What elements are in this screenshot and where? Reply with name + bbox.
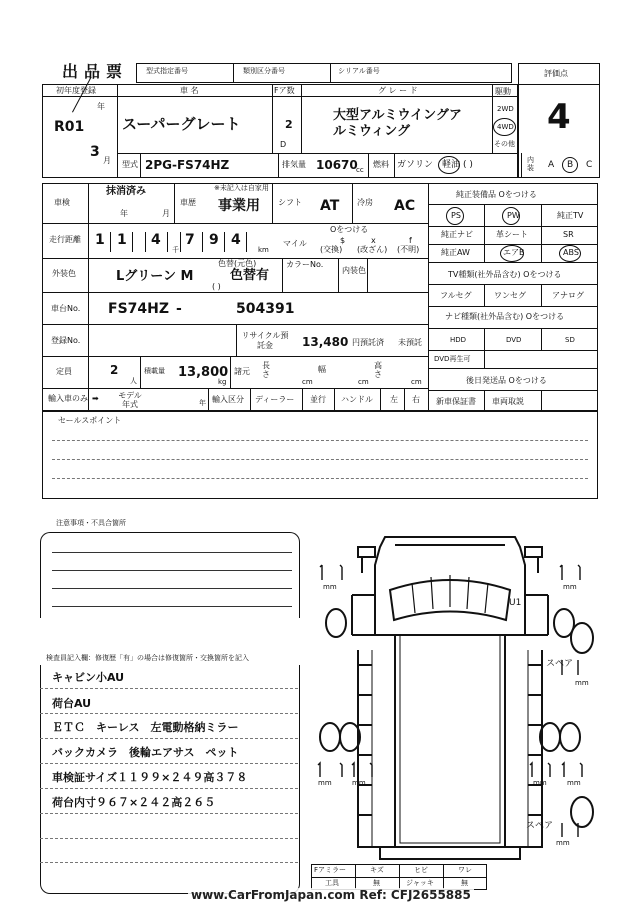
equip-navi: 純正ナビ	[441, 230, 473, 239]
import-label: 輸入車のみ	[48, 394, 88, 403]
legend-r2c1: 工具	[325, 879, 339, 887]
tv-fullseg: フルセグ	[440, 291, 472, 300]
history-label: 車歴	[180, 198, 196, 207]
import-arrow: ➡	[92, 394, 99, 403]
vehicle-name: スーパーグレート	[122, 115, 241, 133]
mileage-km: km	[258, 246, 269, 254]
drive-2wd: 2WD	[497, 105, 514, 113]
interior-c: C	[586, 160, 593, 170]
mileage-digit-3: 4	[151, 232, 161, 248]
diagram-u1: U1	[509, 598, 522, 608]
mm-6: mm	[533, 779, 547, 787]
later-title: 後日発送品 Oをつける	[466, 376, 547, 385]
recycle-label: リサイクル預託金	[241, 331, 289, 350]
inspection-status: 抹消済み	[106, 186, 146, 197]
displacement-value: 10670	[316, 158, 358, 172]
score-value: 4	[547, 97, 571, 137]
name-label: 車 名	[180, 86, 199, 95]
legend-r1c4: ワレ	[458, 866, 472, 874]
displacement-label: 排気量	[282, 160, 306, 169]
ac-label: 冷房	[357, 198, 373, 207]
inspector-note: 検査員記入欄：修復歴「有」の場合は修復箇所・交換箇所を記入	[46, 654, 249, 662]
seats-label: 定員	[56, 367, 72, 376]
mm-4: mm	[318, 779, 332, 787]
repaint-value: 色替有	[230, 268, 270, 283]
spare-wheel-1	[571, 623, 593, 653]
model-label: 型式	[122, 160, 138, 169]
fuel-gas: ガソリン	[397, 160, 434, 170]
doors-value: 2	[285, 118, 293, 131]
drive-other: その他	[494, 140, 515, 148]
note-line-6: 荷台内寸９６７×２４２高２６５	[52, 796, 216, 809]
legend-r2c2: 無	[373, 879, 380, 887]
mm-8: mm	[556, 839, 570, 847]
exterior-value: Lグリーン M	[116, 269, 194, 284]
equip-leather: 革シート	[496, 230, 528, 239]
seats-value: 2	[110, 363, 119, 377]
score-label: 評価点	[544, 69, 568, 78]
note-line-4: バックカメラ 後輪エアサス ペット	[52, 746, 239, 759]
inspection-label: 車検	[54, 198, 70, 207]
fuel-paren: ( )	[463, 160, 473, 170]
note-line-1: キャビン小AU	[52, 671, 125, 684]
sales-point-box	[42, 411, 598, 499]
equip-ps-circle	[446, 207, 464, 225]
legend-r1c2: キズ	[370, 866, 384, 874]
equip-aw: 純正AW	[441, 248, 470, 257]
handle-left: 左	[390, 395, 398, 404]
mileage-opt2: (改ざん)	[357, 245, 388, 254]
equip-pw: PW	[507, 211, 520, 220]
chassis-label: 車台No.	[51, 304, 81, 313]
shift-label: シフト	[278, 198, 302, 207]
mileage-opt3-sym: f	[409, 236, 412, 245]
legend-r1c3: ヒビ	[414, 866, 428, 874]
grade-value: 大型アルミウイングアルミウィング	[333, 108, 462, 139]
spare-wheel-2	[571, 797, 593, 827]
equip-airbag-circle	[500, 245, 524, 262]
mm-7: mm	[567, 779, 581, 787]
interior-a: A	[548, 160, 555, 170]
mirror-left	[358, 547, 375, 557]
drive-4wd-circle	[493, 118, 516, 136]
import-parallel: 並行	[310, 395, 326, 404]
chassis-dash: -	[176, 301, 182, 317]
mileage-mile: マイル	[283, 239, 307, 248]
grade-label: グ レ ー ド	[378, 86, 418, 95]
model-cert-label: 型式指定番号	[146, 67, 188, 75]
handle-label: ハンドル	[341, 395, 373, 404]
wheel-front-left	[326, 609, 346, 637]
drive-label: 駆動	[495, 87, 511, 96]
inspection-year: 年	[120, 209, 128, 218]
load-label: 積載量	[144, 367, 165, 375]
notes-label: 注意事項・不具合箇所	[56, 519, 126, 527]
shift-value: AT	[320, 198, 340, 214]
history-note: ※未記入は自家用	[214, 184, 269, 192]
mileage-digit-5: 9	[209, 232, 219, 248]
equip-sr: SR	[563, 230, 574, 239]
truck-diagram	[300, 525, 600, 865]
navi-dvd-play: DVD再生可	[434, 355, 471, 363]
wheel-rear-right-2	[560, 723, 580, 751]
first-reg-label: 初年度登録	[56, 86, 96, 95]
exterior-label: 外装色	[52, 269, 76, 278]
later-warranty: 新車保証書	[436, 397, 476, 406]
chassis-prefix: FS74HZ	[108, 301, 169, 317]
mm-5: mm	[352, 779, 366, 787]
equip-pw-circle	[502, 207, 520, 225]
recycle-unit: 円預託済	[352, 338, 384, 347]
inspection-month: 月	[162, 209, 170, 218]
navi-dvd: DVD	[506, 336, 522, 344]
mileage-thousand: 千	[172, 246, 179, 254]
equip-abs-circle	[559, 245, 581, 262]
spare-label-bottom: スペア	[526, 821, 554, 831]
mileage-digit-1: 1	[95, 232, 105, 248]
tv-oneseg: ワンセグ	[494, 291, 526, 300]
mileage-digit-6: 4	[231, 232, 241, 248]
length-label: 長さ	[262, 361, 270, 379]
model-value: 2PG-FS74HZ	[145, 158, 230, 172]
note-line-3: ＥＴＣ キーレス 左電動格納ミラー	[52, 721, 239, 734]
height-label: 高さ	[374, 361, 382, 379]
height-cm: cm	[411, 378, 422, 386]
model-year-label: モデル年式	[118, 391, 142, 409]
watermark: www.CarFromJapan.com Ref: CFJ2655885	[188, 888, 474, 902]
drive-4wd: 4WD	[497, 123, 514, 131]
mileage-opt1: (交換)	[320, 245, 343, 254]
fuel-diesel: 軽油	[442, 160, 461, 170]
mileage-opt3: (不明)	[397, 245, 420, 254]
interior-b: B	[567, 160, 574, 170]
model-year-unit: 年	[199, 399, 206, 407]
recycle-amount: 13,480	[302, 335, 349, 349]
mileage-circle-note: Oをつける	[330, 225, 369, 234]
repaint-paren: ( )	[212, 282, 221, 291]
handle-right: 右	[412, 395, 420, 404]
displacement-cc: cc	[356, 166, 364, 174]
registration-label: 登録No.	[51, 336, 81, 345]
later-manual: 車両取説	[492, 397, 524, 406]
sales-point-label: セールスポイント	[58, 416, 122, 425]
repaint-label: 色替(元色)	[218, 259, 257, 268]
first-reg-month: 3	[90, 144, 100, 160]
mileage-digit-2: 1	[117, 232, 127, 248]
tv-analog: アナログ	[552, 291, 584, 300]
load-unit: kg	[218, 378, 227, 386]
note-line-2: 荷台AU	[52, 697, 92, 710]
year-unit: 年	[97, 102, 105, 111]
mileage-opt1-sym: $	[340, 236, 346, 245]
history-value: 事業用	[218, 198, 260, 214]
legend-r1c1: Fアミラー	[314, 866, 347, 874]
navi-title: ナビ種類(社外品含む) Oをつける	[445, 312, 565, 321]
interior-b-circle	[562, 157, 578, 173]
mileage-label: 走行距離	[49, 235, 81, 244]
mm-2: mm	[563, 583, 577, 591]
note-line-5: 車検証サイズ１１９９×２４９高３７８	[52, 771, 248, 784]
mm-3: mm	[575, 679, 589, 687]
navi-sd: SD	[565, 336, 575, 344]
equip-ps: PS	[451, 211, 461, 220]
seats-unit: 人	[130, 377, 137, 385]
fuel-diesel-circle	[438, 156, 460, 174]
width-cm: cm	[358, 378, 369, 386]
length-cm: cm	[302, 378, 313, 386]
ac-value: AC	[394, 198, 416, 214]
equipment-title: 純正装備品 Oをつける	[456, 190, 537, 199]
color-no-label: カラーNo.	[286, 260, 324, 269]
dims-label: 諸元	[234, 367, 250, 376]
width-label: 幅	[318, 365, 326, 374]
wheel-rear-left-1	[320, 723, 340, 751]
spare-label-top: スペア	[546, 659, 574, 669]
month-unit: 月	[103, 156, 111, 165]
chassis-number: 504391	[236, 301, 295, 317]
mileage-opt2-sym: x	[371, 236, 376, 245]
tv-title: TV種類(社外品含む) Oをつける	[448, 270, 562, 279]
first-reg-era: R01	[54, 119, 85, 135]
interior-color-label: 内装色	[342, 266, 366, 275]
mm-1: mm	[323, 583, 337, 591]
equip-airbag: エアB	[503, 248, 525, 257]
import-type-label: 輸入区分	[212, 395, 244, 404]
page-title: 出品票	[62, 62, 129, 81]
serial-label: シリアル番号	[338, 67, 380, 75]
fuel-label: 燃料	[373, 160, 389, 169]
equip-abs: ABS	[563, 248, 579, 257]
cargo-bed	[395, 635, 505, 847]
legend-r2c3: ジャッキ	[406, 879, 434, 887]
mileage-digit-4: 7	[185, 232, 195, 248]
doors-label: Fア数	[274, 86, 295, 95]
doors-sub: D	[280, 140, 287, 149]
equip-tv: 純正TV	[557, 211, 584, 220]
category-label: 類別区分番号	[243, 67, 285, 75]
load-value: 13,800	[178, 365, 229, 380]
navi-hdd: HDD	[450, 336, 467, 344]
interior-label: 内装	[527, 156, 534, 172]
import-dealer: ディーラー	[255, 395, 295, 404]
recycle-unpaid: 未預託	[398, 338, 422, 347]
mirror-right	[525, 547, 542, 557]
legend-r2c4: 無	[461, 879, 468, 887]
